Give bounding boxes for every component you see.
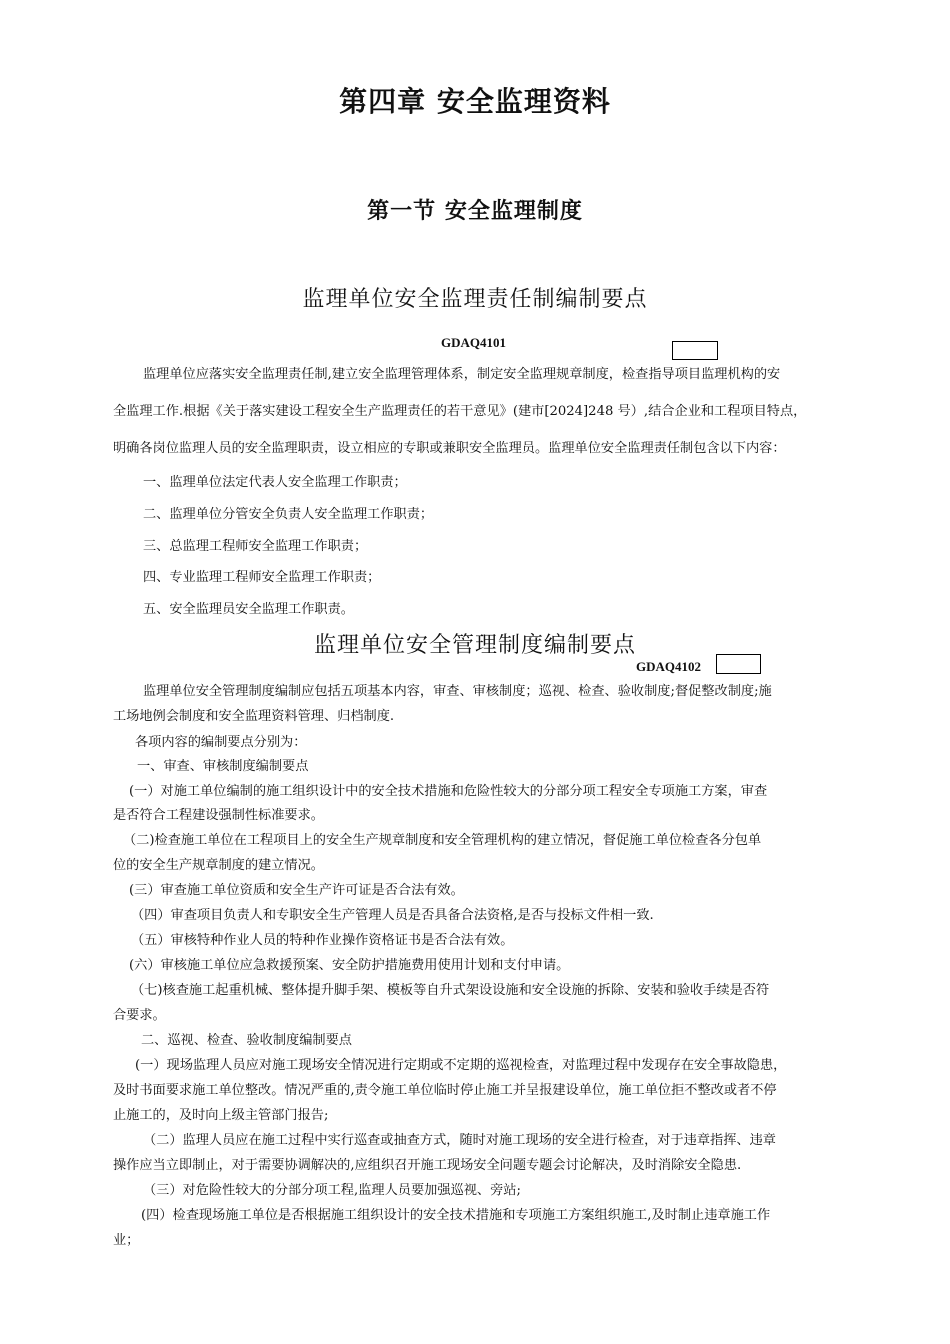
part2-line: 工场地例会制度和安全监理资料管理、归档制度. [113,709,395,724]
part1-list-item: 三、总监理工程师安全监理工作职责； [143,539,368,554]
part2-line: 二、巡视、检查、验收制度编制要点 [141,1033,352,1048]
part2-line: 及时书面要求施工单位整改。情况严重的,责令施工单位临时停止施工并呈报建设单位，施工单位拒不整改或者不停 [113,1083,777,1098]
part1-intro-line: 监理单位应落实安全监理责任制,建立安全监理管理体系，制定安全监理规章制度，检查指导项目监理机构的安 [143,367,781,382]
part2-line: (一）现场监理人员应对施工现场安全情况进行定期或不定期的巡视检查，对监理过程中发现存在安全事故隐患， [135,1058,787,1073]
part2-line: （七)核查施工起重机械、整体提升脚手架、模板等自升式架设设施和安全设施的拆除、安装和验收手续是否符 [131,983,770,998]
part1-code-box [672,341,718,360]
part2-line: （三）对危险性较大的分部分项工程,监理人员要加强巡视、旁站; [143,1183,521,1198]
chapter-title: 第四章 安全监理资料 [339,85,611,118]
part1-heading: 监理单位安全监理责任制编制要点 [302,287,648,312]
part2-code: GDAQ4102 [636,659,701,674]
part2-line: 业； [113,1233,140,1248]
part2-line: （二）监理人员应在施工过程中实行巡查或抽查方式，随时对施工现场的安全进行检查，对于违章指挥、违章 [143,1133,776,1148]
part2-line: （二)检查施工单位在工程项目上的安全生产规章制度和安全管理机构的建立情况，督促施工单位检查各分包单 [123,833,762,848]
section-title: 第一节 安全监理制度 [367,199,583,224]
part2-line: (三）审查施工单位资质和安全生产许可证是否合法有效。 [129,883,464,898]
part2-heading: 监理单位安全管理制度编制要点 [313,633,636,658]
part2-line: 位的安全生产规章制度的建立情况。 [113,858,324,873]
part1-list-item: 一、监理单位法定代表人安全监理工作职责； [143,475,407,490]
part2-line: 各项内容的编制要点分别为： [135,735,307,750]
part2-line: 合要求。 [113,1008,166,1023]
part2-line: （四）审查项目负责人和专职安全生产管理人员是否具备合法资格,是否与投标文件相一致. [131,908,654,923]
part1-list-item: 二、监理单位分管安全负责人安全监理工作职责； [143,507,434,522]
part2-line: (六）审核施工单位应急救援预案、安全防护措施费用使用计划和支付申请。 [129,958,570,973]
part2-line: 止施工的，及时向上级主管部门报告; [113,1108,329,1123]
part1-list-item: 五、安全监理员安全监理工作职责。 [143,602,354,617]
part2-line: （五）审核特种作业人员的特种作业操作资格证书是否合法有效。 [131,933,514,948]
part2-line: 是否符合工程建设强制性标准要求。 [113,808,324,823]
part2-line: 监理单位安全管理制度编制应包括五项基本内容，审查、审核制度；巡视、检查、验收制度;督促整改制度;施 [143,684,772,699]
part2-line: (四）检查现场施工单位是否根据施工组织设计的安全技术措施和专项施工方案组织施工,及时制止违章施工作 [141,1208,771,1223]
part1-intro-line: 明确各岗位监理人员的安全监理职责，设立相应的专职或兼职安全监理员。监理单位安全监理责任制包含以下内容： [113,441,786,456]
part2-line: (一）对施工单位编制的施工组织设计中的安全技术措施和危险性较大的分部分项工程安全专项施工方案，审查 [129,784,768,799]
part2-line: 一、审查、审核制度编制要点 [137,759,309,774]
part2-code-box [716,654,761,674]
part1-intro-line: 全监理工作.根据《关于落实建设工程安全生产监理责任的若干意见》(建市[2024]248 号）,结合企业和工程项目特点， [113,404,807,419]
part2-line: 操作应当立即制止，对于需要协调解决的,应组织召开施工现场安全问题专题会讨论解决，及时消除安全隐患. [113,1158,742,1173]
part1-code: GDAQ4101 [441,335,506,350]
part1-list-item: 四、专业监理工程师安全监理工作职责； [143,570,381,585]
